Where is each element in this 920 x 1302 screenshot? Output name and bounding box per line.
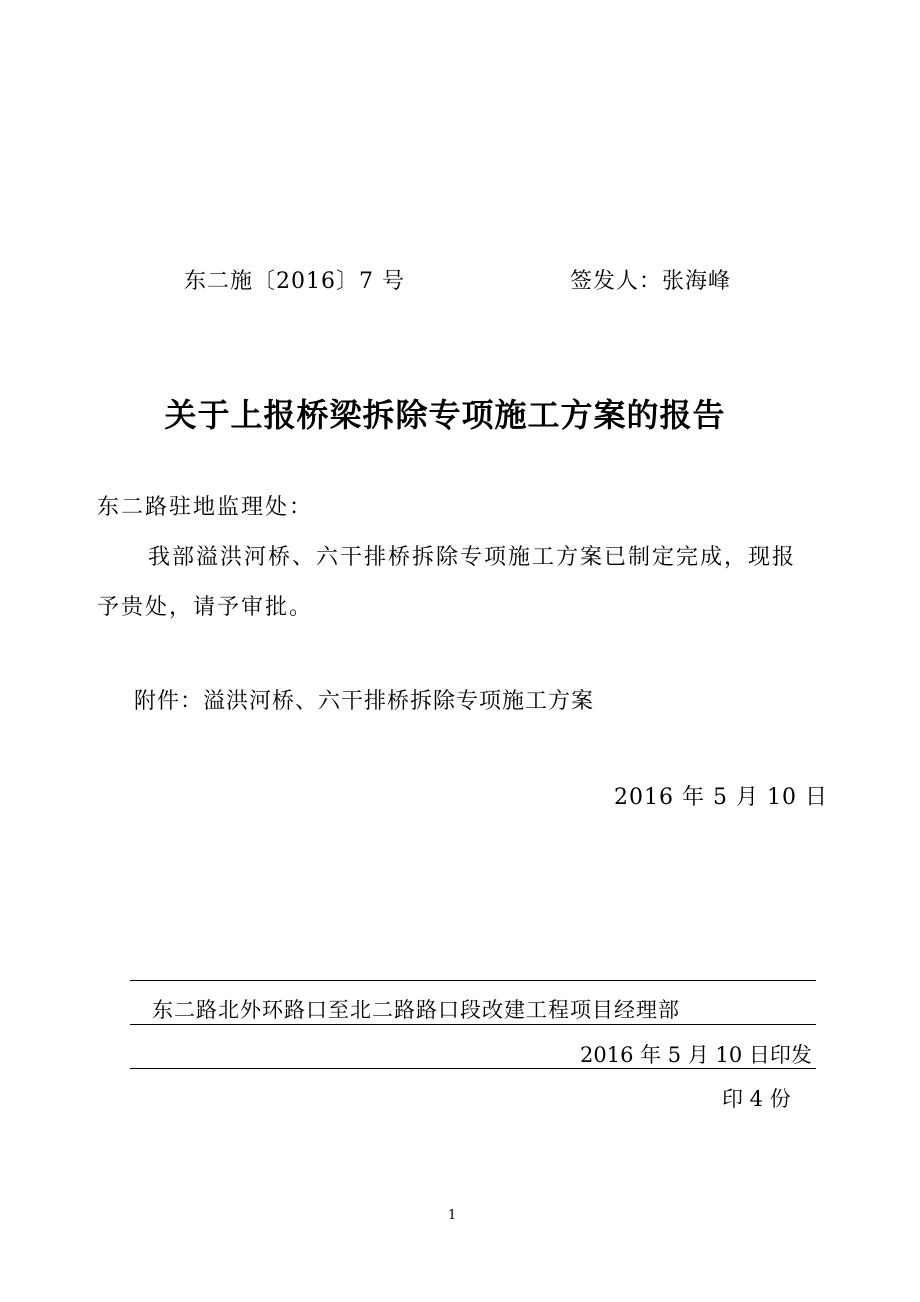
body-paragraph-line-1: 我部溢洪河桥、六干排桥拆除专项施工方案已制定完成，现报: [148, 545, 797, 570]
recipient-line: 东二路驻地监理处：: [97, 495, 314, 520]
report-date: 2016 年 5 月 10 日: [614, 785, 828, 810]
document-title: 关于上报桥梁拆除专项施工方案的报告: [164, 396, 726, 434]
footer-print-date: 2016 年 5 月 10 日印发: [580, 1043, 812, 1067]
footer-divider-bottom: [130, 1068, 816, 1069]
footer-organization: 东二路北外环路口至北二路路口段改建工程项目经理部: [152, 998, 680, 1022]
footer-divider-middle: [130, 1024, 816, 1025]
body-paragraph-line-2: 予贵处，请予审批。: [97, 595, 314, 620]
copies-count: 印 4 份: [722, 1087, 791, 1111]
page-number: 1: [448, 1208, 457, 1223]
attachment-note: 附件：溢洪河桥、六干排桥拆除专项施工方案: [134, 689, 595, 714]
footer-divider-top: [130, 980, 816, 981]
issuer-signature: 签发人：张海峰: [570, 269, 732, 294]
document-number: 东二施〔2016〕7 号: [184, 269, 405, 294]
